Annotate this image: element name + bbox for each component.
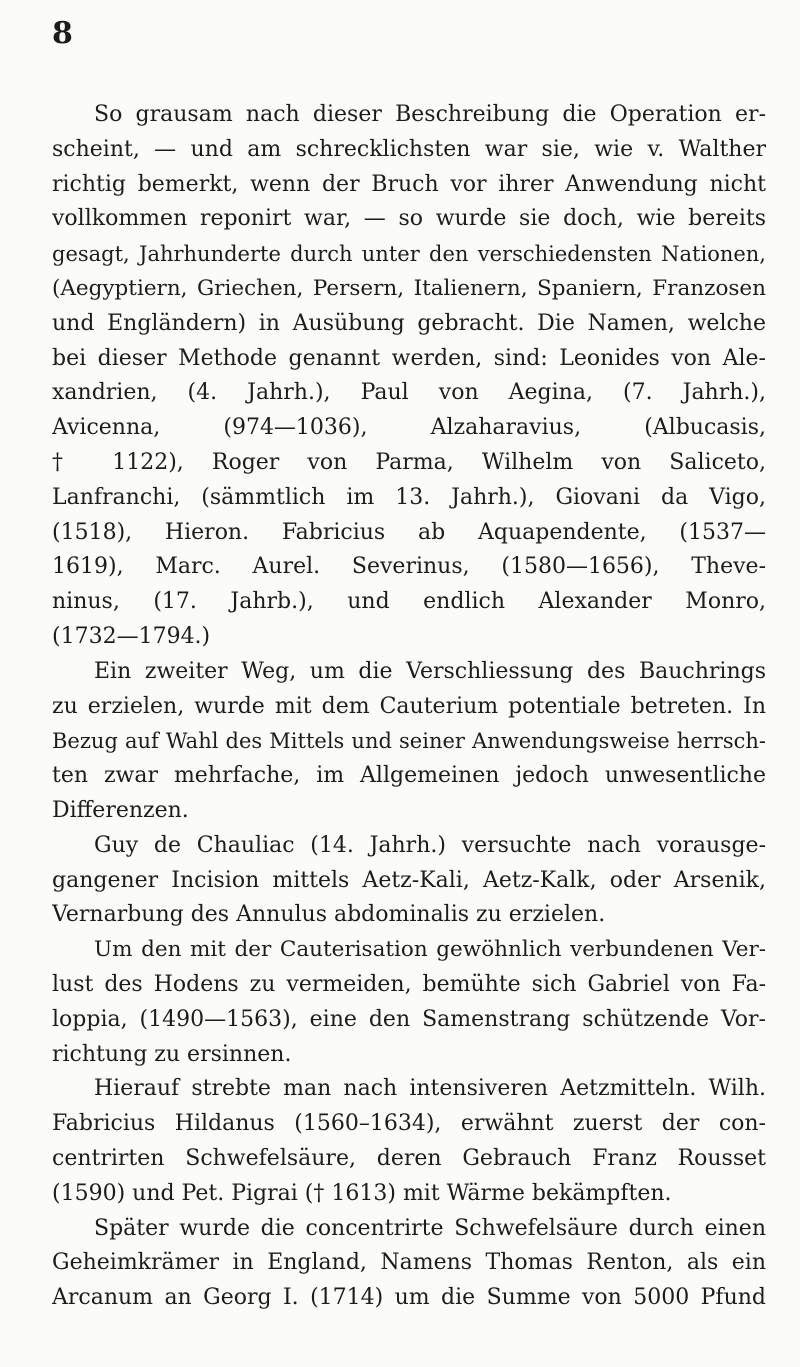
text-line: (Aegyptiern, Griechen, Persern, Italienern, Spaniern, Franzosen (52, 275, 766, 301)
text-line: (1590) und Pet. Pigrai († 1613) mit Wärme bekämpften. (52, 1180, 672, 1206)
text-line: (1518), Hieron. Fabricius ab Aquapendente, (1537— (52, 519, 766, 545)
text-line: ten zwar mehrfache, im Allgemeinen jedoch unwesentliche (52, 763, 766, 789)
text-line: Arcanum an Georg I. (1714) um die Summe von 5000 Pfund (52, 1285, 766, 1311)
text-line: (1732—1794.) (52, 623, 211, 649)
text-line: Geheimkrämer in England, Namens Thomas Renton, als ein (52, 1250, 766, 1276)
text-line: Fabricius Hildanus (1560–1634), erwähnt zuerst der con- (52, 1111, 766, 1137)
text-line: bei dieser Methode genannt werden, sind: Leonides von Ale- (52, 345, 766, 371)
text-line: zu erzielen, wurde mit dem Cauterium potentiale betreten. In (52, 693, 766, 719)
text-line: Guy de Chauliac (14. Jahrh.) versuchte nach vorausge- (94, 832, 766, 858)
text-line: † 1122), Roger von Parma, Wilhelm von Saliceto, (52, 449, 766, 475)
text-line: Differenzen. (52, 797, 189, 823)
body-text (52, 98, 766, 1316)
text-line: richtung zu ersinnen. (52, 1041, 292, 1067)
text-line: centrirten Schwefelsäure, deren Gebrauch Franz Rousset (52, 1145, 766, 1171)
text-line: Lanfranchi, (sämmtlich im 13. Jahrh.), Giovani da Vigo, (52, 484, 766, 510)
text-line: Hierauf strebte man nach intensiveren Aetzmitteln. Wilh. (94, 1076, 766, 1102)
text-line: ninus, (17. Jahrb.), und endlich Alexander Monro, (52, 589, 766, 615)
text-line: xandrien, (4. Jahrh.), Paul von Aegina, (7. Jahrh.), (52, 380, 766, 406)
text-line: Bezug auf Wahl des Mittels und seiner Anwendungsweise herrsch- (52, 729, 766, 754)
text-line: loppia, (1490—1563), eine den Samenstrang schützende Vor- (52, 1006, 766, 1032)
text-line: Ein zweiter Weg, um die Verschliessung des Bauchrings (94, 658, 766, 684)
page-number: 8 (52, 16, 74, 51)
text-line: richtig bemerkt, wenn der Bruch vor ihrer Anwendung nicht (52, 171, 766, 197)
text-line: Vernarbung des Annulus abdominalis zu erzielen. (52, 902, 606, 928)
text-line: vollkommen reponirt war, — so wurde sie doch, wie bereits (52, 206, 766, 232)
text-line: gangener Incision mittels Aetz-Kali, Aetz-Kalk, oder Arsenik, (52, 867, 766, 893)
text-line: Um den mit der Cauterisation gewöhnlich verbundenen Ver- (94, 937, 766, 963)
text-line: 1619), Marc. Aurel. Severinus, (1580—1656), Theve- (52, 554, 766, 580)
text-line: Avicenna, (974—1036), Alzaharavius, (Albucasis, (52, 415, 766, 441)
text-line: Später wurde die concentrirte Schwefelsäure durch einen (94, 1215, 766, 1241)
text-line: gesagt, Jahrhunderte durch unter den verschiedensten Nationen, (52, 242, 766, 267)
text-line: scheint, — und am schrecklichsten war sie, wie v. Walther (52, 136, 766, 162)
text-line: und Engländern) in Ausübung gebracht. Die Namen, welche (52, 310, 766, 336)
text-line: lust des Hodens zu vermeiden, bemühte sich Gabriel von Fa- (52, 971, 766, 997)
text-line: So grausam nach dieser Beschreibung die Operation er- (94, 102, 766, 127)
